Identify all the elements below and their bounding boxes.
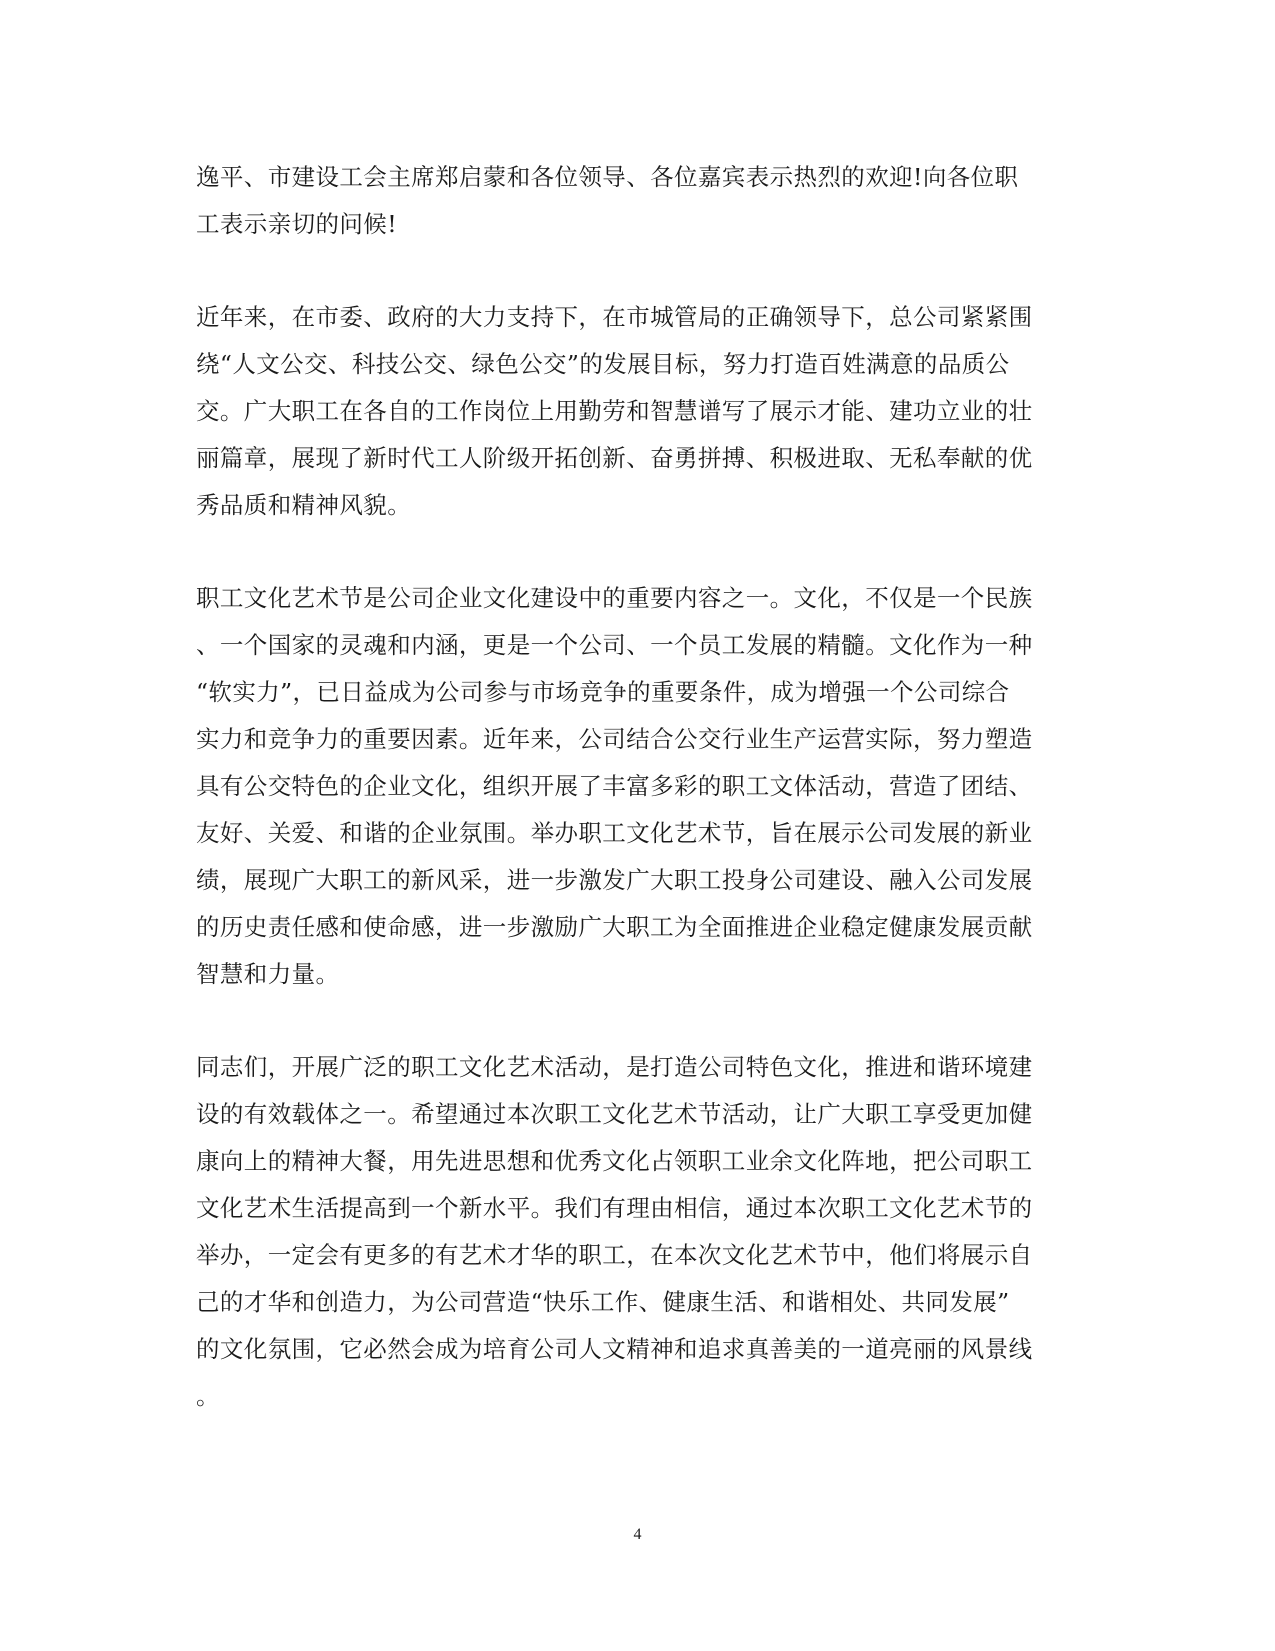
text-line: 设的有效载体之一。希望通过本次职工文化艺术节活动，让广大职工享受更加健 [196,1100,1033,1128]
text-line: 文化艺术生活提高到一个新水平。我们有理由相信，通过本次职工文化艺术节的 [196,1194,1033,1222]
text-line: 绩，展现广大职工的新风采，进一步激发广大职工投身公司建设、融入公司发展 [196,866,1033,894]
text-line: “软实力”，已日益成为公司参与市场竞争的重要条件，成为增强一个公司综合 [196,678,1010,706]
text-line: 秀品质和精神风貌。 [196,491,412,519]
text-line: 具有公交特色的企业文化，组织开展了丰富多彩的职工文体活动，营造了团结、 [196,772,1033,800]
text-line: 交。广大职工在各自的工作岗位上用勤劳和智慧谱写了展示才能、建功立业的壮 [196,397,1033,425]
text-line: 绕“人文公交、科技公交、绿色公交”的发展目标，努力打造百姓满意的品质公 [196,350,1010,378]
text-line: 、一个国家的灵魂和内涵，更是一个公司、一个员工发展的精髓。文化作为一种 [196,631,1033,659]
text-line: 同志们，开展广泛的职工文化艺术活动，是打造公司特色文化，推进和谐环境建 [196,1053,1033,1081]
text-line: 己的才华和创造力，为公司营造“快乐工作、健康生活、和谐相处、共同发展” [196,1288,1010,1316]
text-line: 逸平、市建设工会主席郑启蒙和各位领导、各位嘉宾表示热烈的欢迎!向各位职 [196,163,1019,191]
text-line: 工表示亲切的问候! [196,210,398,238]
text-line: 智慧和力量。 [196,960,340,988]
page-number: 4 [633,1526,642,1543]
text-line: 。 [196,1382,220,1410]
text-line: 近年来，在市委、政府的大力支持下，在市城管局的正确领导下，总公司紧紧围 [196,303,1033,331]
text-line: 的文化氛围，它必然会成为培育公司人文精神和追求真善美的一道亮丽的风景线 [196,1335,1033,1363]
text-line: 友好、关爱、和谐的企业氛围。举办职工文化艺术节，旨在展示公司发展的新业 [196,819,1033,847]
text-line: 康向上的精神大餐，用先进思想和优秀文化占领职工业余文化阵地，把公司职工 [196,1147,1033,1175]
text-line: 实力和竞争力的重要因素。近年来，公司结合公交行业生产运营实际，努力塑造 [196,725,1033,753]
text-line: 的历史责任感和使命感，进一步激励广大职工为全面推进企业稳定健康发展贡献 [196,913,1033,941]
text-line: 职工文化艺术节是公司企业文化建设中的重要内容之一。文化，不仅是一个民族 [196,584,1033,612]
text-line: 举办，一定会有更多的有艺术才华的职工，在本次文化艺术节中，他们将展示自 [196,1241,1033,1269]
text-line: 丽篇章，展现了新时代工人阶级开拓创新、奋勇拼搏、积极进取、无私奉献的优 [196,444,1033,472]
